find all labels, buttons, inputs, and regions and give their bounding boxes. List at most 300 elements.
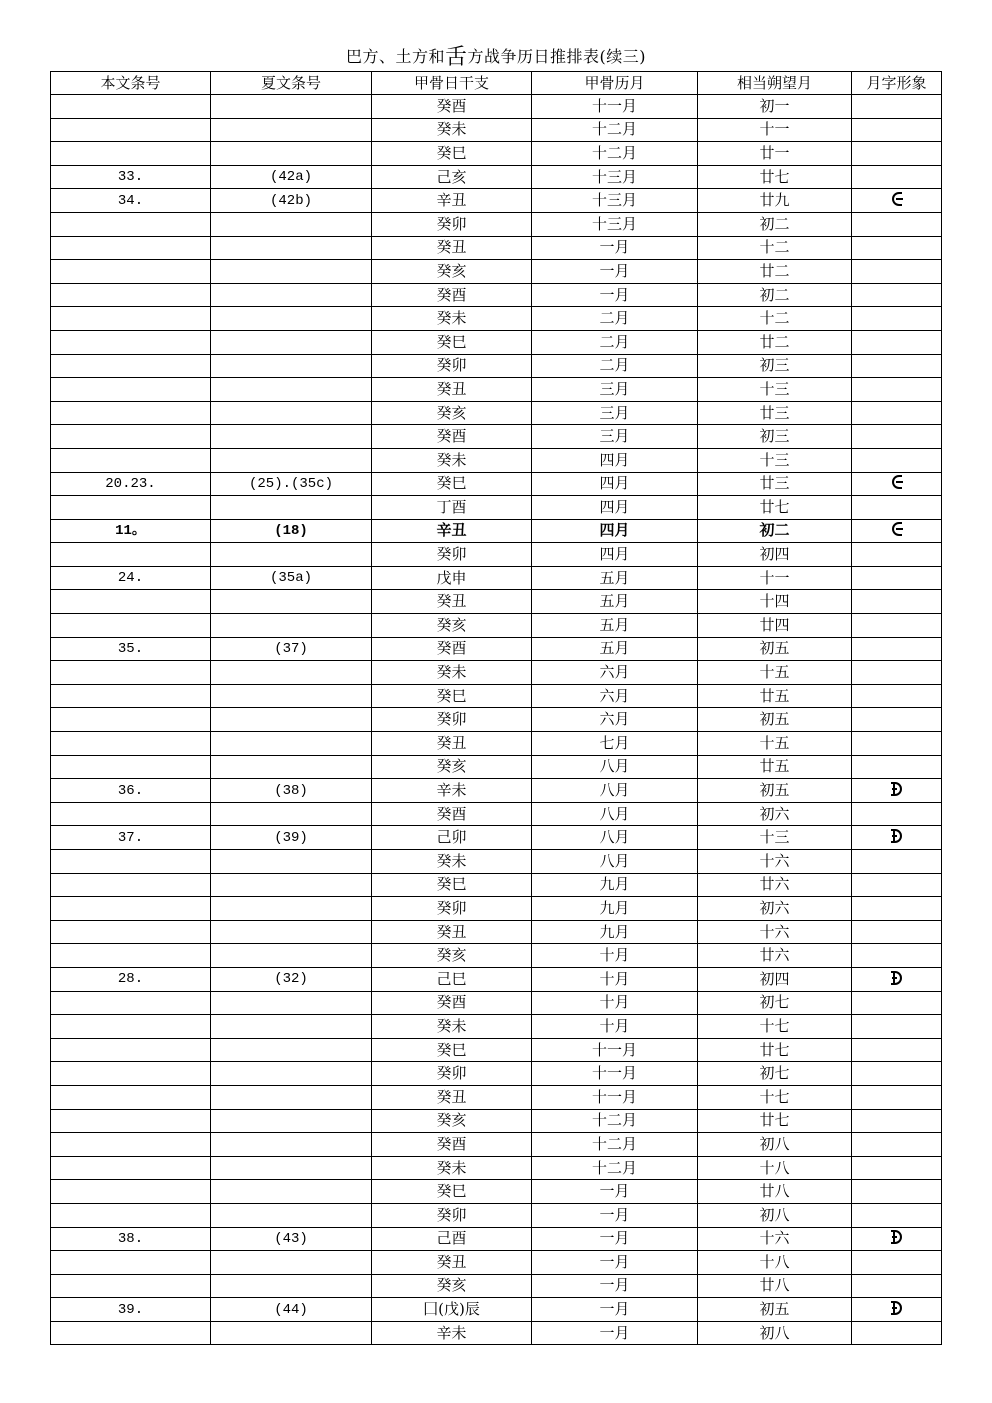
header-cell-xia-no: 夏文条号 [211,72,372,95]
table-row [51,378,942,402]
table-row [51,1251,942,1275]
cell-ganzhi: 癸未 [372,1156,532,1180]
cell-ganzhi: 己亥 [372,165,532,189]
cell-moon-glyph [852,614,942,638]
cell-ganzhi: 己酉 [372,1227,532,1251]
cell-ganzhi: 癸亥 [372,755,532,779]
table-row [51,543,942,567]
cell-moon-glyph [852,330,942,354]
cell-text-no [51,354,211,378]
moon-right-glyph-icon [887,781,907,797]
table-row [51,802,942,826]
cell-xia-no [211,1180,372,1204]
cell-oracle-month: 六月 [532,661,698,685]
cell-moon-glyph [852,1227,942,1251]
table-row [51,95,942,119]
cell-text-no [51,1133,211,1157]
cell-ganzhi: 癸丑 [372,378,532,402]
cell-text-no: 39. [51,1298,211,1322]
cell-moon-glyph [852,543,942,567]
cell-lunar-month: 初二 [698,283,852,307]
cell-lunar-month: 廿四 [698,614,852,638]
cell-oracle-month: 五月 [532,614,698,638]
cell-ganzhi: 癸酉 [372,283,532,307]
cell-text-no [51,1085,211,1109]
cell-oracle-month: 八月 [532,779,698,803]
cell-moon-glyph [852,967,942,991]
cell-ganzhi: 癸巳 [372,873,532,897]
cell-lunar-month: 十八 [698,1251,852,1275]
table-row [51,1038,942,1062]
table-row [51,1062,942,1086]
cell-moon-glyph [852,142,942,166]
cell-moon-glyph [852,165,942,189]
table-row [51,991,942,1015]
cell-text-no [51,732,211,756]
cell-ganzhi: 己巳 [372,967,532,991]
cell-moon-glyph [852,496,942,520]
table-row [51,873,942,897]
cell-text-no [51,236,211,260]
cell-oracle-month: 一月 [532,260,698,284]
cell-lunar-month: 廿三 [698,472,852,496]
table-row [51,661,942,685]
moon-left-glyph-icon [887,191,907,207]
cell-ganzhi: 癸亥 [372,614,532,638]
cell-moon-glyph [852,590,942,614]
table-row [51,283,942,307]
calendar-table [50,71,942,1345]
table-row [51,779,942,803]
table-body [51,95,942,1345]
cell-lunar-month: 初六 [698,802,852,826]
table-row [51,1085,942,1109]
cell-text-no [51,95,211,119]
cell-text-no [51,1038,211,1062]
cell-moon-glyph [852,779,942,803]
cell-xia-no [211,708,372,732]
cell-xia-no [211,95,372,119]
cell-ganzhi: 癸卯 [372,1203,532,1227]
table-row [51,1156,942,1180]
cell-xia-no [211,283,372,307]
cell-xia-no [211,378,372,402]
cell-oracle-month: 九月 [532,897,698,921]
cell-lunar-month: 十三 [698,448,852,472]
cell-xia-no [211,330,372,354]
cell-ganzhi: 癸丑 [372,590,532,614]
cell-ganzhi: 癸卯 [372,543,532,567]
cell-moon-glyph [852,378,942,402]
cell-xia-no: (18) [211,519,372,543]
cell-text-no [51,590,211,614]
cell-ganzhi: 癸酉 [372,1133,532,1157]
table-row [51,142,942,166]
cell-xia-no: (42a) [211,165,372,189]
cell-lunar-month: 初七 [698,991,852,1015]
cell-lunar-month: 廿七 [698,496,852,520]
cell-moon-glyph [852,236,942,260]
cell-lunar-month: 初八 [698,1203,852,1227]
cell-lunar-month: 廿五 [698,755,852,779]
cell-text-no: 37. [51,826,211,850]
cell-text-no [51,1109,211,1133]
cell-moon-glyph [852,1133,942,1157]
cell-moon-glyph [852,1321,942,1345]
cell-lunar-month: 初三 [698,354,852,378]
cell-ganzhi: 癸巳 [372,684,532,708]
cell-text-no [51,661,211,685]
cell-moon-glyph [852,944,942,968]
table-row [51,330,942,354]
cell-xia-no [211,802,372,826]
cell-text-no: 34. [51,189,211,213]
cell-oracle-month: 十三月 [532,165,698,189]
cell-moon-glyph [852,1203,942,1227]
cell-moon-glyph [852,354,942,378]
cell-lunar-month: 廿八 [698,1274,852,1298]
cell-ganzhi: 辛未 [372,779,532,803]
cell-oracle-month: 八月 [532,850,698,874]
cell-lunar-month: 初七 [698,1062,852,1086]
cell-xia-no [211,614,372,638]
cell-oracle-month: 五月 [532,566,698,590]
cell-lunar-month: 十六 [698,920,852,944]
cell-ganzhi: 丁酉 [372,496,532,520]
cell-xia-no [211,1251,372,1275]
cell-oracle-month: 一月 [532,283,698,307]
cell-xia-no: (32) [211,967,372,991]
cell-text-no [51,944,211,968]
cell-xia-no [211,354,372,378]
table-row [51,212,942,236]
cell-text-no [51,920,211,944]
table-row [51,1015,942,1039]
cell-xia-no [211,118,372,142]
cell-ganzhi: 囗(戊)辰 [372,1298,532,1322]
cell-moon-glyph [852,283,942,307]
cell-ganzhi: 癸酉 [372,95,532,119]
cell-oracle-month: 四月 [532,496,698,520]
cell-xia-no [211,1015,372,1039]
cell-lunar-month: 十一 [698,118,852,142]
cell-xia-no [211,897,372,921]
cell-oracle-month: 六月 [532,708,698,732]
cell-xia-no [211,590,372,614]
cell-lunar-month: 廿三 [698,401,852,425]
table-row [51,401,942,425]
cell-oracle-month: 八月 [532,802,698,826]
table-row [51,590,942,614]
cell-moon-glyph [852,637,942,661]
cell-lunar-month: 初四 [698,543,852,567]
cell-lunar-month: 十六 [698,850,852,874]
moon-left-glyph-icon [887,474,907,490]
header-cell-lunar-month: 相当朔望月 [698,72,852,95]
cell-xia-no [211,448,372,472]
cell-lunar-month: 初二 [698,212,852,236]
cell-text-no [51,1274,211,1298]
cell-text-no: 11。 [51,519,211,543]
cell-xia-no [211,1156,372,1180]
cell-moon-glyph [852,1015,942,1039]
title-suffix: 方战争历日推排表(续三) [467,47,647,66]
table-row [51,1109,942,1133]
cell-xia-no [211,307,372,331]
table-row [51,189,942,213]
cell-oracle-month: 十月 [532,1015,698,1039]
cell-ganzhi: 癸酉 [372,425,532,449]
cell-oracle-month: 五月 [532,637,698,661]
cell-ganzhi: 癸巳 [372,1180,532,1204]
table-row [51,614,942,638]
cell-lunar-month: 廿六 [698,944,852,968]
cell-text-no [51,283,211,307]
cell-oracle-month: 十一月 [532,95,698,119]
cell-text-no [51,307,211,331]
cell-moon-glyph [852,755,942,779]
cell-ganzhi: 癸未 [372,661,532,685]
cell-ganzhi: 癸巳 [372,142,532,166]
table-row [51,755,942,779]
cell-oracle-month: 三月 [532,401,698,425]
cell-oracle-month: 一月 [532,1251,698,1275]
cell-oracle-month: 十三月 [532,189,698,213]
cell-xia-no [211,991,372,1015]
cell-moon-glyph [852,1274,942,1298]
cell-oracle-month: 一月 [532,1298,698,1322]
header-cell-ganzhi: 甲骨日干支 [372,72,532,95]
cell-oracle-month: 九月 [532,920,698,944]
cell-moon-glyph [852,826,942,850]
cell-ganzhi: 癸丑 [372,920,532,944]
cell-xia-no [211,1062,372,1086]
cell-xia-no [211,1085,372,1109]
cell-lunar-month: 廿五 [698,684,852,708]
cell-xia-no [211,1038,372,1062]
cell-xia-no: (39) [211,826,372,850]
cell-xia-no [211,1109,372,1133]
cell-oracle-month: 八月 [532,826,698,850]
table-row [51,1321,942,1345]
cell-text-no [51,425,211,449]
cell-lunar-month: 初五 [698,708,852,732]
table-row [51,425,942,449]
cell-xia-no [211,142,372,166]
cell-text-no [51,897,211,921]
cell-oracle-month: 十一月 [532,1062,698,1086]
cell-lunar-month: 初五 [698,637,852,661]
cell-lunar-month: 初三 [698,425,852,449]
cell-ganzhi: 癸亥 [372,944,532,968]
cell-moon-glyph [852,920,942,944]
cell-oracle-month: 九月 [532,873,698,897]
cell-moon-glyph [852,1038,942,1062]
cell-text-no [51,448,211,472]
cell-moon-glyph [852,1298,942,1322]
cell-text-no [51,850,211,874]
cell-text-no [51,260,211,284]
cell-moon-glyph [852,307,942,331]
header-cell-oracle-month: 甲骨历月 [532,72,698,95]
table-row [51,260,942,284]
cell-ganzhi: 癸未 [372,448,532,472]
cell-oracle-month: 十月 [532,991,698,1015]
cell-ganzhi: 癸亥 [372,1109,532,1133]
cell-xia-no: (38) [211,779,372,803]
cell-lunar-month: 十一 [698,566,852,590]
cell-oracle-month: 一月 [532,1203,698,1227]
cell-ganzhi: 癸卯 [372,354,532,378]
table-row [51,1180,942,1204]
cell-moon-glyph [852,684,942,708]
moon-right-glyph-icon [887,1300,907,1316]
cell-lunar-month: 十五 [698,732,852,756]
cell-oracle-month: 一月 [532,1227,698,1251]
cell-lunar-month: 十二 [698,236,852,260]
cell-text-no [51,614,211,638]
cell-ganzhi: 癸丑 [372,732,532,756]
cell-text-no [51,118,211,142]
cell-moon-glyph [852,1109,942,1133]
cell-oracle-month: 十月 [532,944,698,968]
cell-ganzhi: 癸丑 [372,1251,532,1275]
cell-moon-glyph [852,661,942,685]
cell-xia-no [211,661,372,685]
cell-text-no [51,1156,211,1180]
cell-text-no [51,684,211,708]
cell-oracle-month: 一月 [532,236,698,260]
cell-ganzhi: 癸未 [372,307,532,331]
table-row [51,826,942,850]
cell-xia-no [211,1321,372,1345]
cell-xia-no [211,236,372,260]
page-title [0,38,992,69]
cell-lunar-month: 初四 [698,967,852,991]
cell-text-no: 33. [51,165,211,189]
cell-oracle-month: 三月 [532,378,698,402]
cell-ganzhi: 癸巳 [372,330,532,354]
table-row [51,684,942,708]
table-row [51,637,942,661]
cell-moon-glyph [852,732,942,756]
cell-moon-glyph [852,519,942,543]
header-cell-moon-glyph: 月字形象 [852,72,942,95]
cell-xia-no: (42b) [211,189,372,213]
cell-text-no: 28. [51,967,211,991]
cell-xia-no [211,1203,372,1227]
cell-ganzhi: 辛丑 [372,519,532,543]
cell-xia-no [211,401,372,425]
cell-xia-no: (37) [211,637,372,661]
cell-moon-glyph [852,897,942,921]
cell-oracle-month: 二月 [532,330,698,354]
cell-oracle-month: 二月 [532,354,698,378]
cell-moon-glyph [852,1062,942,1086]
cell-lunar-month: 初一 [698,95,852,119]
cell-xia-no [211,212,372,236]
cell-text-no: 35. [51,637,211,661]
cell-oracle-month: 十二月 [532,1156,698,1180]
table-row [51,1227,942,1251]
table-row [51,118,942,142]
cell-moon-glyph [852,189,942,213]
cell-ganzhi: 辛丑 [372,189,532,213]
cell-oracle-month: 十月 [532,967,698,991]
cell-moon-glyph [852,118,942,142]
cell-moon-glyph [852,472,942,496]
title-glyph: 舌 [445,45,468,70]
cell-xia-no [211,755,372,779]
cell-xia-no [211,1133,372,1157]
cell-xia-no [211,260,372,284]
table-row [51,967,942,991]
cell-moon-glyph [852,448,942,472]
cell-xia-no [211,850,372,874]
cell-lunar-month: 廿八 [698,1180,852,1204]
cell-text-no [51,142,211,166]
cell-lunar-month: 十八 [698,1156,852,1180]
cell-xia-no [211,684,372,708]
cell-ganzhi: 癸巳 [372,472,532,496]
table-row [51,472,942,496]
cell-lunar-month: 十三 [698,378,852,402]
cell-lunar-month: 廿九 [698,189,852,213]
cell-oracle-month: 四月 [532,448,698,472]
cell-oracle-month: 十一月 [532,1085,698,1109]
cell-ganzhi: 辛未 [372,1321,532,1345]
cell-moon-glyph [852,708,942,732]
cell-oracle-month: 四月 [532,472,698,496]
cell-text-no [51,212,211,236]
cell-oracle-month: 四月 [532,519,698,543]
table-row [51,566,942,590]
table-row [51,732,942,756]
cell-oracle-month: 十二月 [532,118,698,142]
cell-moon-glyph [852,873,942,897]
cell-xia-no: (25).(35c) [211,472,372,496]
cell-ganzhi: 癸亥 [372,260,532,284]
cell-lunar-month: 廿二 [698,260,852,284]
cell-xia-no [211,425,372,449]
cell-text-no [51,708,211,732]
cell-oracle-month: 十二月 [532,1133,698,1157]
table-row [51,897,942,921]
cell-moon-glyph [852,802,942,826]
cell-text-no [51,401,211,425]
table-row [51,236,942,260]
cell-oracle-month: 一月 [532,1180,698,1204]
cell-moon-glyph [852,1251,942,1275]
cell-lunar-month: 十四 [698,590,852,614]
table-row [51,1298,942,1322]
cell-lunar-month: 十六 [698,1227,852,1251]
table-row [51,519,942,543]
cell-text-no [51,991,211,1015]
cell-oracle-month: 六月 [532,684,698,708]
cell-ganzhi: 癸亥 [372,401,532,425]
cell-ganzhi: 癸未 [372,850,532,874]
cell-text-no [51,802,211,826]
cell-oracle-month: 三月 [532,425,698,449]
cell-oracle-month: 一月 [532,1274,698,1298]
cell-lunar-month: 廿七 [698,1109,852,1133]
cell-text-no [51,1321,211,1345]
cell-text-no [51,873,211,897]
cell-oracle-month: 二月 [532,307,698,331]
table-row [51,1133,942,1157]
cell-oracle-month: 十一月 [532,1038,698,1062]
